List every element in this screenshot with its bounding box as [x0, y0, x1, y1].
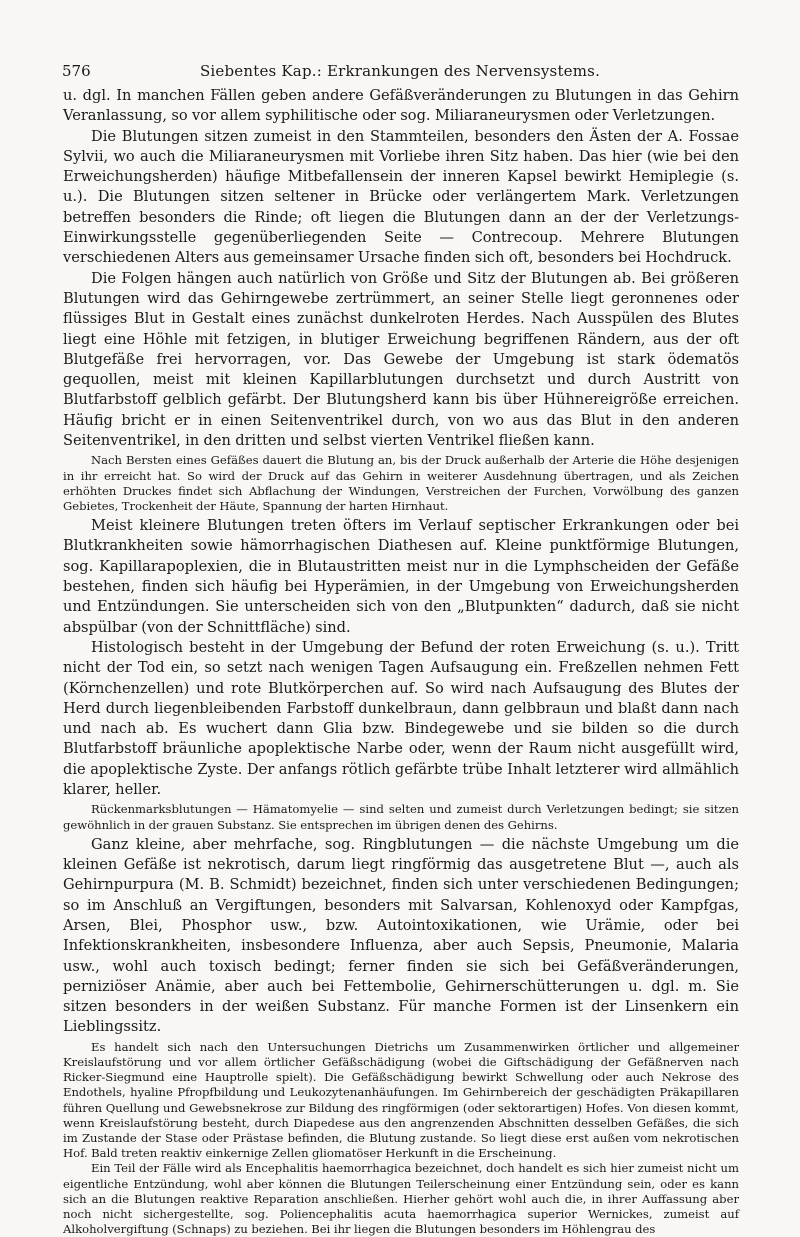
paragraph-4-note: Nach Bersten eines Gefäßes dauert die Blutung an, bis der Druck außerhalb der Arterie die Höhe desjenigen in ihr erreicht hat. So wird der Druck auf das Gehirn in weiterer Ausdehnung übertragen, und als Zeichen erhöhten Druckes findet sich Abflachung der Windungen, Verstreichen der Furchen, Vorwölbung des ganzen Gebietes, Trockenheit der Häute, Spannung der harten Hirnhaut. [63, 453, 739, 513]
page-number: 576 [62, 62, 91, 80]
paragraph-7-note: Rückenmarksblutungen — Hämatomyelie — sind selten und zumeist durch Verletzungen bedingt; sie sitzen gewöhnlich in der grauen Substanz. Sie entsprechen im übrigen denen des Gehirns. [63, 802, 739, 832]
paragraph-10-note: Ein Teil der Fälle wird als Encephalitis haemorrhagica bezeichnet, doch handelt es sich hier zumeist nicht um eigentliche Entzündung, wohl aber können die Blutungen Teilerscheinung einer Entzündung sein, oder es kann sich an die Blutungen reaktive Reparation anschließen. Hierher gehört wohl auch die, in ihrer Auffassung aber noch nicht sichergestellte, sog. Poliencephalitis acuta haemorrhagica superior Wernickes, zumeist auf Alkoholvergiftung (Schnaps) zu beziehen. Bei ihr liegen die Blutungen besonders im Höhlengrau des [63, 1161, 739, 1237]
paragraph-8: Ganz kleine, aber mehrfache, sog. Ringblutungen — die nächste Umgebung um die kleinen Gefäße ist nekrotisch, darum liegt ringförmig das ausgetretene Blut —, auch als Gehirnpurpura (M. B. Schmidt) bezeichnet, finden sich unter verschiedenen Bedingungen; so im Anschluß an Vergiftungen, besonders mit Salvarsan, Kohlenoxyd oder Kampfgas, Arsen, Blei, Phosphor usw., bzw. Autointoxikationen, wie Urämie, oder bei Infektionskrankheiten, insbesondere Influenza, aber auch Sepsis, Pneumonie, Malaria usw., wohl auch toxisch bedingt; ferner finden sie sich bei Gefäßveränderungen, perniziöser Anämie, aber auch bei Fettembolie, Gehirnerschütterungen u. dgl. m. Sie sitzen besonders in der weißen Substanz. Für manche Formen ist der Linsenkern ein Lieblingssitz. [63, 835, 739, 1036]
running-header [62, 62, 738, 84]
paragraph-5: Meist kleinere Blutungen treten öfters im Verlauf septischer Erkrankungen oder bei Blutkrankheiten sowie hämorrhagischen Diathesen auf. Kleine punktförmige Blutungen, sog. Kapillarapoplexien, die in Blutaustritten meist nur in die Lymphscheiden der Gefäße bestehen, finden sich häufig bei Hyperämien, in der Umgebung von Erweichungsherden und Entzündungen. Sie unterscheiden sich von den „Blutpunkten“ dadurch, daß sie nicht abspülbar (von der Schnittfläche) sind. [63, 517, 739, 636]
running-title: Siebentes Kap.: Erkrankungen des Nervensystems. [199, 62, 601, 80]
paragraph-3: Die Folgen hängen auch natürlich von Größe und Sitz der Blutungen ab. Bei größeren Blutungen wird das Gehirngewebe zertrümmert, an seiner Stelle liegt geronnenes oder flüssiges Blut in Gestalt eines zunächst dunkelroten Herdes. Nach Ausspülen des Blutes liegt eine Höhle mit fetzigen, in blutiger Erweichung begriffenen Rändern, aus der oft Blutgefäße frei hervorragen, vor. Das Gewebe der Umgebung ist stark ödematös gequollen, meist mit kleinen Kapillarblutungen durchsetzt und durch Austritt von Blutfarbstoff gelblich gefärbt. Der Blutungsherd kann bis über Hühnereigröße erreichen. Häufig bricht er in einen Seitenventrikel durch, von wo aus das Blut in den anderen Seitenventrikel, in den dritten und selbst vierten Ventrikel fließen kann. [63, 269, 739, 450]
paragraph-2: Die Blutungen sitzen zumeist in den Stammteilen, besonders den Ästen der A. Fossae Sylvii, wo auch die Miliaraneurysmen mit Vorliebe ihren Sitz haben. Das hier (wie bei den Erweichungsherden) häufige Mitbefallensein der inneren Kapsel bewirkt Hemiplegie (s. u.). Die Blutungen sitzen seltener in Brücke oder verlängertem Mark. Verletzungen betreffen besonders die Rinde; oft liegen die Blutungen dann an der der Verletzungs-Einwirkungsstelle gegenüberliegenden Seite — Contrecoup. Mehrere Blutungen verschiedenen Alters aus gemeinsamer Ursache finden sich oft, besonders bei Hochdruck. [63, 127, 739, 267]
paragraph-6: Histologisch besteht in der Umgebung der Befund der roten Erweichung (s. u.). Tritt nicht der Tod ein, so setzt nach wenigen Tagen Aufsaugung ein. Freßzellen nehmen Fett (Körnchenzellen) und rote Blutkörperchen auf. So wird nach Aufsaugung des Blutes der Herd durch liegenbleibenden Farbstoff dunkelbraun, dann gelbbraun und blaßt dann nach und nach ab. Es wuchert dann Glia bzw. Bindegewebe und sie bilden so die durch Blutfarbstoff bräunliche apoplektische Narbe oder, wenn der Raum nicht ausgefüllt wird, die apoplektische Zyste. Der anfangs rötlich gefärbte trübe Inhalt letzterer wird allmählich klarer, heller. [63, 638, 739, 799]
page-body [63, 86, 739, 1237]
paragraph-1: u. dgl. In manchen Fällen geben andere Gefäßveränderungen zu Blutungen in das Gehirn Veranlassung, so vor allem syphilitische oder sog. Miliaraneurysmen oder Verletzungen. [63, 87, 739, 125]
paragraph-9-note: Es handelt sich nach den Untersuchungen Dietrichs um Zusammenwirken örtlicher und allgemeiner Kreislaufstörung und vor allem örtlicher Gefäßschädigung (wobei die Giftschädigung der Gefäßnerven nach Ricker-Siegmund eine Hauptrolle spielt). Die Gefäßschädigung bewirkt Schwellung oder auch Nekrose des Endothels, hyaline Pfropfbildung und Leukozytenanhäufungen. Im Gehirnbereich der geschädigten Präkapillaren führen Quellung und Gewebsnekrose zur Bildung des ringförmigen (oder sektorartigen) Hofes. Von diesen kommt, wenn Kreislaufstörung besteht, durch Diapedese aus den angrenzenden Abschnitten desselben Gefäßes, die sich im Zustande der Stase oder Prästase befinden, die Blutung zustande. So liegt diese erst außen vom nekrotischen Hof. Bald treten reaktiv einkernige Zellen gliomatöser Herkunft in die Erscheinung. [63, 1039, 739, 1161]
